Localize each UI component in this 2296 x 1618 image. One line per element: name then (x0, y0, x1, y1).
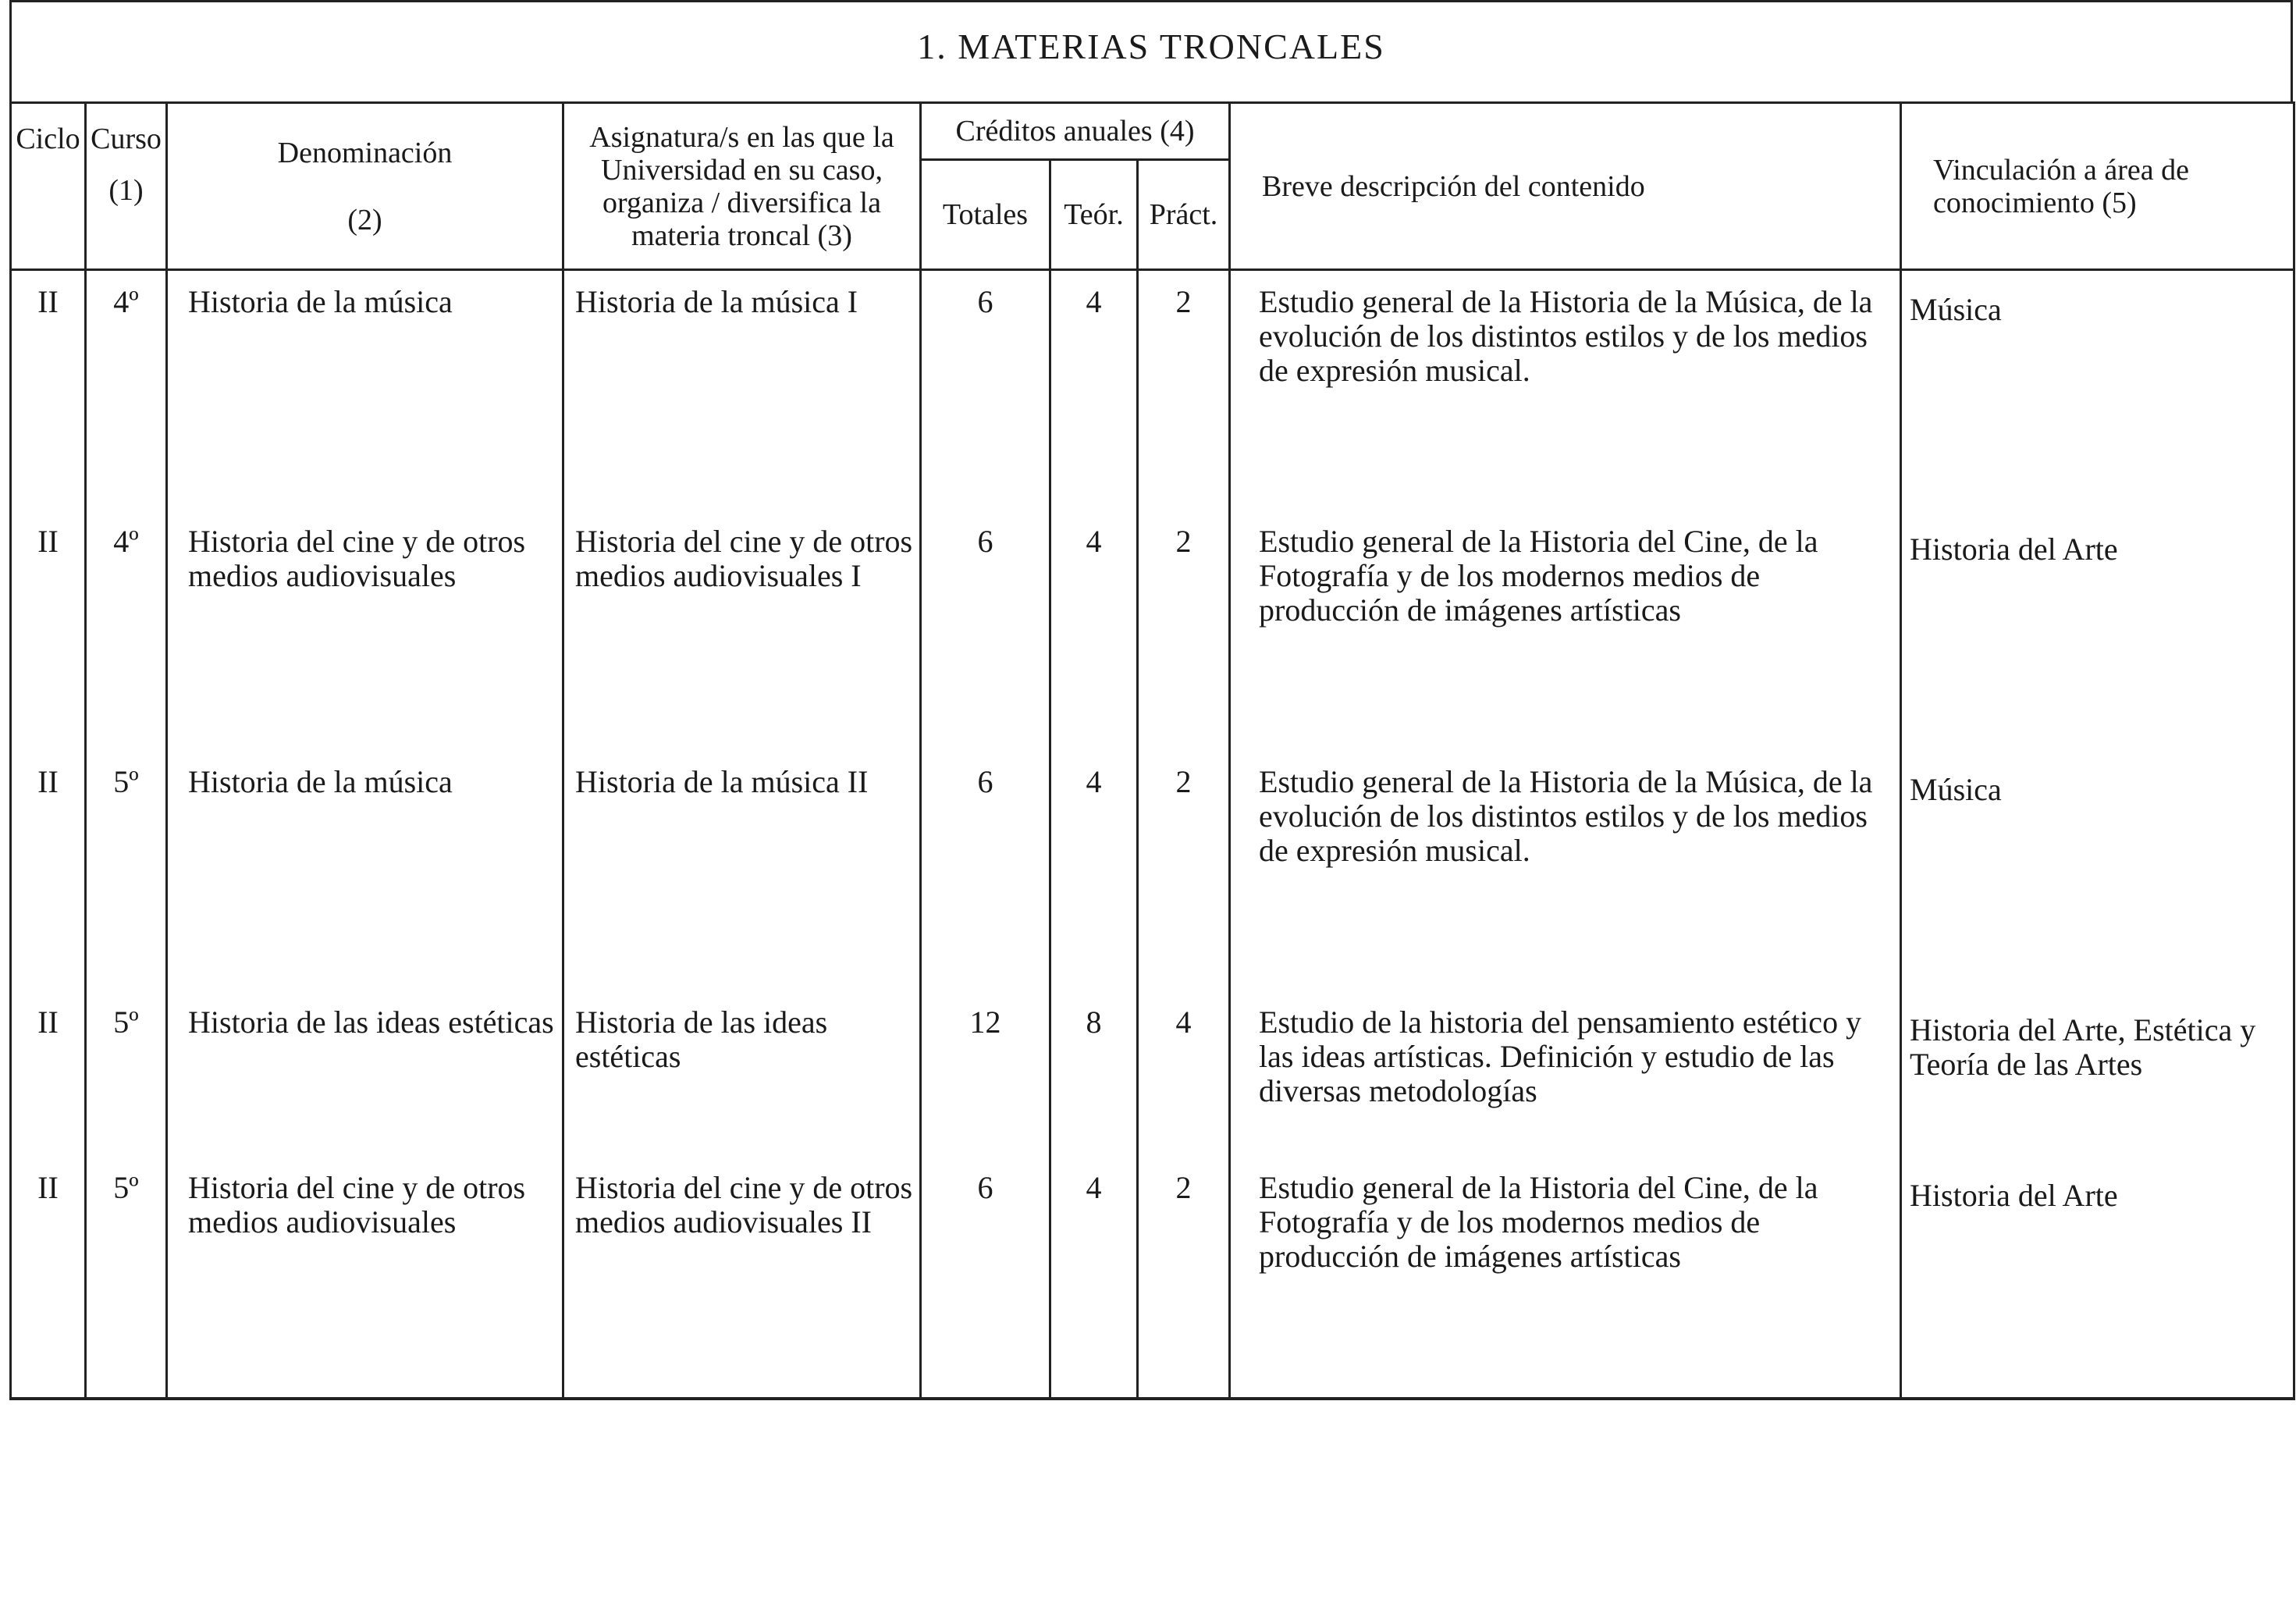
cell-ciclo: II (11, 1157, 86, 1399)
header-teor-label: Teór. (1064, 198, 1124, 231)
cell-ciclo: II (11, 270, 86, 510)
cell-curso: 4º (86, 510, 167, 751)
title-box (9, 0, 2293, 103)
cell-vinculacion: Música (1901, 751, 2294, 991)
header-curso (86, 103, 167, 270)
page-title: 1. MATERIAS TRONCALES (917, 27, 1385, 66)
cell-denominacion: Historia de la música (167, 751, 563, 991)
header-creditos-label: Créditos anuales (4) (955, 115, 1195, 148)
header-denominacion (167, 103, 563, 270)
materias-table (9, 101, 2295, 1400)
cell-teor: 4 (1050, 1157, 1138, 1399)
header-curso-label: Curso (91, 123, 162, 155)
cell-vinculacion: Historia del Arte (1901, 1157, 2294, 1399)
cell-curso: 5º (86, 751, 167, 991)
header-vinculacion (1901, 103, 2294, 270)
cell-curso: 4º (86, 270, 167, 510)
cell-totales: 6 (921, 751, 1050, 991)
header-descripcion-label: Breve descripción del contenido (1262, 169, 1645, 203)
cell-descripcion: Estudio general de la Historia de la Música, de la evolución de los distintos estilos y de los medios de expresión musical. (1230, 270, 1901, 510)
cell-ciclo: II (11, 991, 86, 1157)
cell-teor: 4 (1050, 270, 1138, 510)
cell-pract: 2 (1138, 1157, 1230, 1399)
cell-asignatura: Historia de las ideas estéticas (563, 991, 921, 1157)
cell-asignatura: Historia de la música I (563, 270, 921, 510)
cell-pract: 2 (1138, 510, 1230, 751)
table-body (11, 270, 2294, 1399)
cell-totales: 6 (921, 510, 1050, 751)
cell-vinculacion: Historia del Arte, Estética y Teoría de las Artes (1901, 991, 2294, 1157)
cell-denominacion: Historia del cine y de otros medios audiovisuales (167, 1157, 563, 1399)
cell-totales: 6 (921, 270, 1050, 510)
table-row (11, 510, 2294, 751)
cell-asignatura: Historia del cine y de otros medios audiovisuales II (563, 1157, 921, 1399)
header-totales (921, 160, 1050, 270)
cell-asignatura: Historia de la música II (563, 751, 921, 991)
table-row (11, 1157, 2294, 1399)
cell-denominacion: Historia del cine y de otros medios audiovisuales (167, 510, 563, 751)
header-teor (1050, 160, 1138, 270)
header-asignatura-label: Asignatura/s en las que la Universidad en su caso, organiza / diversifica la materia troncal (3) (589, 120, 894, 252)
cell-vinculacion: Música (1901, 270, 2294, 510)
cell-asignatura: Historia del cine y de otros medios audiovisuales I (563, 510, 921, 751)
header-creditos (921, 103, 1230, 160)
header-ciclo-label: Ciclo (16, 123, 80, 155)
header-vinculacion-label: Vinculación a área de conocimiento (5) (1933, 153, 2189, 219)
table-row (11, 751, 2294, 991)
cell-totales: 6 (921, 1157, 1050, 1399)
header-descripcion (1230, 103, 1901, 270)
cell-denominacion: Historia de la música (167, 270, 563, 510)
cell-teor: 4 (1050, 510, 1138, 751)
cell-denominacion: Historia de las ideas estéticas (167, 991, 563, 1157)
table-row (11, 270, 2294, 510)
header-curso-note: (1) (108, 174, 144, 207)
cell-descripcion: Estudio de la historia del pensamiento estético y las ideas artísticas. Definición y estudio de las diversas metodologías (1230, 991, 1901, 1157)
header-asignatura (563, 103, 921, 270)
cell-pract: 4 (1138, 991, 1230, 1157)
header-pract-label: Práct. (1149, 198, 1218, 231)
cell-vinculacion: Historia del Arte (1901, 510, 2294, 751)
cell-curso: 5º (86, 1157, 167, 1399)
header-denominacion-note: (2) (347, 203, 382, 236)
table-row (11, 991, 2294, 1157)
cell-ciclo: II (11, 751, 86, 991)
header-ciclo (11, 103, 86, 270)
cell-descripcion: Estudio general de la Historia del Cine, de la Fotografía y de los modernos medios de producción de imágenes artísticas (1230, 1157, 1901, 1399)
cell-ciclo: II (11, 510, 86, 751)
cell-pract: 2 (1138, 751, 1230, 991)
cell-teor: 8 (1050, 991, 1138, 1157)
cell-totales: 12 (921, 991, 1050, 1157)
cell-pract: 2 (1138, 270, 1230, 510)
cell-descripcion: Estudio general de la Historia del Cine, de la Fotografía y de los modernos medios de producción de imágenes artísticas (1230, 510, 1901, 751)
cell-curso: 5º (86, 991, 167, 1157)
cell-descripcion: Estudio general de la Historia de la Música, de la evolución de los distintos estilos y de los medios de expresión musical. (1230, 751, 1901, 991)
table-header (11, 103, 2294, 270)
header-denominacion-label: Denominación (277, 136, 453, 169)
cell-teor: 4 (1050, 751, 1138, 991)
header-totales-label: Totales (942, 198, 1029, 231)
header-pract (1138, 160, 1230, 270)
